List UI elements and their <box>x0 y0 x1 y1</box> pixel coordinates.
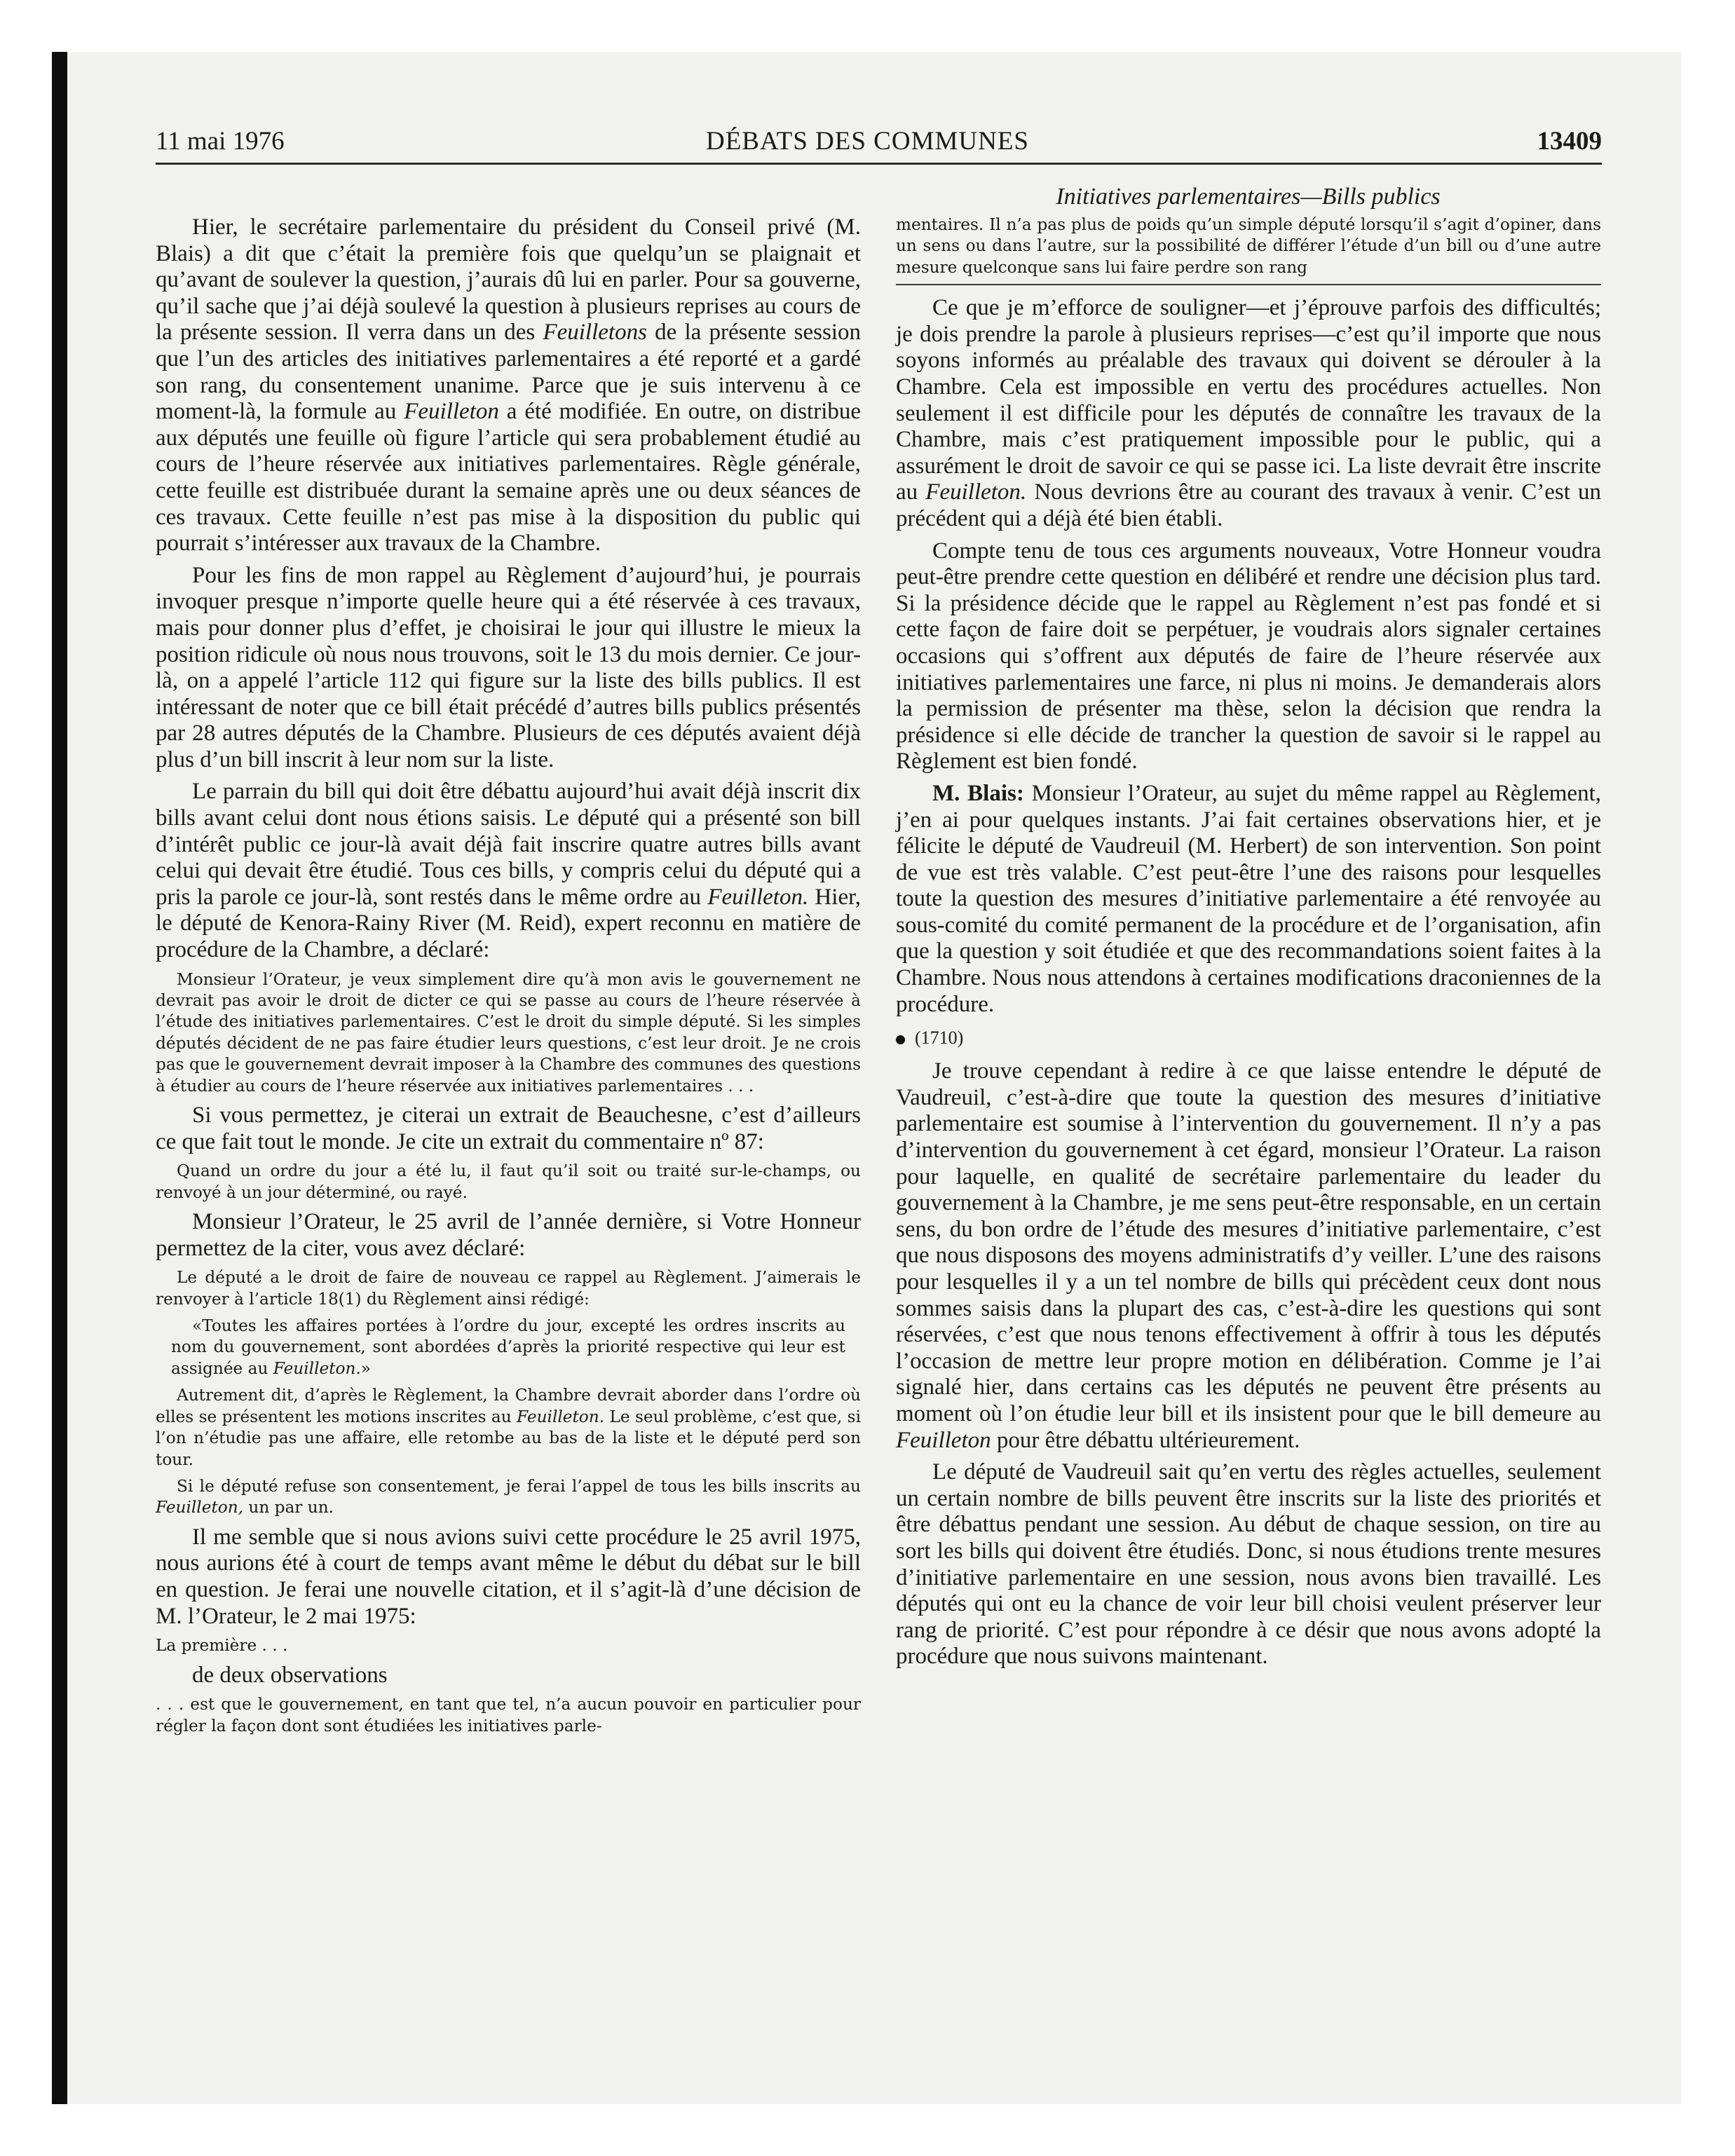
quotation: Le député a le droit de faire de nouveau ce rappel au Règlement. J’aimerais le renvoyer à l’article 18(1) du Règlement ainsi rédigé: <box>156 1268 861 1309</box>
header-title: DÉBATS DES COMMUNES <box>705 127 1029 156</box>
paragraph: Hier, le secrétaire parlementaire du président du Conseil privé (M. Blais) a dit que c’était la première fois que quelqu’un se plaignait et qu’avant de soulever la question, j’aurais dû lui en parler. Pour sa gouverne, qu’il sache que j’ai déjà soulevé la question à plusieurs reprises au cours de la présente session. Il verra dans un des Feuilletons de la présente session que l’un des articles des initiatives parlementaires a été reporté et a gardé son rang, du consentement unanime. Parce que je suis intervenu à ce moment-là, la formule au Feuilleton a été modifiée. En outre, on distribue aux députés une feuille où figure l’article qui sera probablement étudié au cours de l’heure réservée aux initiatives parlementaires. Règle générale, cette feuille est distribuée durant la semaine après une ou deux séances de ces travaux. Cette feuille n’est pas mise à la disposition du public qui pourrait s’intéresser aux travaux de la Chambre. <box>156 214 862 557</box>
paragraph: M. Blais: Monsieur l’Orateur, au sujet du même rappel au Règlement, j’en ai pour quelques instants. J’ai fait certaines observations hier, et je félicite le député de Vaudreuil (M. Herbert) de son intervention. Son point de vue est très valable. C’est peut-être l’une des raisons pour lesquelles toute la question des mesures d’initiative parlementaire a été renvoyée au sous-comité du comité permanent de la procédure et de l’organisation, afin que la question y soit étudiée et que des recommandations soient faites à la Chambre. Nous nous attendons à certaines modifications draconiennes de la procédure. <box>896 780 1601 1017</box>
quotation: Si le député refuse son consentement, je ferai l’appel de tous les bills inscrits au Feuilleton, un par un. <box>156 1476 861 1517</box>
paragraph: Monsieur l’Orateur, le 25 avril de l’année dernière, si Votre Honneur permettez de la citer, vous avez déclaré: <box>156 1209 861 1261</box>
left-column <box>156 214 861 1742</box>
speaker-name: M. Blais: <box>932 780 1024 806</box>
paragraph: Le parrain du bill qui doit être débattu aujourd’hui avait déjà inscrit dix bills avant celui dont nous étions saisis. Le député qui a présenté son bill d’intérêt public ce jour-là avait déjà fait inscrire quatre autres bills avant celui qui devait être étudié. Tous ces bills, y compris celui du député qui a pris la parole ce jour-là, sont restés dans le même ordre au Feuilleton. Hier, le député de Kenora-Rainy River (M. Reid), expert reconnu en matière de procédure de la Chambre, a déclaré: <box>156 779 862 963</box>
page-number: 13409 <box>1537 127 1602 156</box>
quotation: La première . . . <box>156 1636 288 1656</box>
paragraph: Il me semble que si nous avions suivi cette procédure le 25 avril 1975, nous aurions été à court de temps avant même le début du débat sur le bill en question. Je ferai une nouvelle citation, et il s’agit-là d’une décision de M. l’Orateur, le 2 mai 1975: <box>156 1524 861 1629</box>
header-rule <box>156 163 1602 165</box>
quotation: Quand un ordre du jour a été lu, il faut qu’il soit ou traité sur-le-champs, ou renvoyé à un jour déterminé, ou rayé. <box>156 1161 861 1202</box>
quotation: . . . est que le gouvernement, en tant que tel, n’a aucun pouvoir en particulier pour régler la façon dont sont étudiées les initiatives parle- <box>156 1695 861 1735</box>
paragraph: Je trouve cependant à redire à ce que laisse entendre le député de Vaudreuil, c’est-à-dire que toute la question des mesures d’initiative parlementaire est soumise à l’intervention du gouvernement. Il n’y a pas d’intervention du gouvernement à cet égard, monsieur l’Orateur. La raison pour laquelle, en qualité de secrétaire parlementaire du leader du gouvernement à la Chambre, je me sens peut-être responsable, en un certain sens, du bon ordre de l’étude des mesures d’initiative parlementaire, c’est que nous disposons des moyens administratifs d’y veiller. L’une des raisons pour lesquelles il y a un tel nombre de bills qui précèdent ceux dont nous sommes saisis dans la plupart des cas, c’est-à-dire les questions qui sont réservées, c’est que nous tenons effectivement à offrir à tous les députés l’occasion de mettre leur propre motion en délibération. Comme je l’ai signalé hier, dans certains cas les députés ne peuvent être présents au moment où l’on étudie leur bill et ils insistent pour que le bill demeure au Feuilleton pour être débattu ultérieurement. <box>896 1058 1601 1453</box>
paragraph: Ce que je m’efforce de souligner—et j’éprouve parfois des difficultés; je dois prendre la parole à plusieurs reprises—c’est qu’il importe que nous soyons informés au préalable des travaux qui doivent se dérouler à la Chambre. Cela est impossible en vertu des procédures actuelles. Non seulement il est difficile pour les députés de connaître les travaux de la Chambre, mais c’est pratiquement impossible pour le public, qui a assurément le droit de savoir ce qui se passe ici. La liste devrait être inscrite au Feuilleton. Nous devrions être au courant des travaux à venir. C’est un précédent qui a déjà été bien établi. <box>896 295 1602 531</box>
paragraph: Le député de Vaudreuil sait qu’en vertu des règles actuelles, seulement un certain nombre de bills peuvent être inscrits sur la liste des priorités et être débattus pendant une session. Au début de chaque session, on tire au sort les bills qui doivent être étudiés. Donc, si nous étudions trente mesures d’initiative parlementaire en une session, nous avons bien travaillé. Les députés qui ont eu la chance de voir leur bill choisi veulent préserver leur rang de priorité. C’est pour répondre à ce désir que nous avons adopté la procédure que nous suivons maintenant. <box>896 1459 1601 1670</box>
paragraph: Compte tenu de tous ces arguments nouveaux, Votre Honneur voudra peut-être prendre cette question en délibéré et rendre une décision plus tard. Si la présidence décide que le rappel au Règlement n’est pas fondé et si cette façon de faire doit se perpétuer, je voudrais alors signaler certaines occasions qui s’offrent aux députés de faire de l’heure réservée aux initiatives parlementaires une farce, ni plus ni moins. Je demanderais alors la permission de présenter ma thèse, selon la décision que rendra la présidence si elle décide de trancher la question de savoir si le rappel au Règlement est bien fondé. <box>896 538 1601 775</box>
paragraph: Si vous permettez, je citerai un extrait de Beauchesne, c’est d’ailleurs ce que fait tout le monde. Je cite un extrait du commentaire nº 87: <box>156 1103 861 1154</box>
paragraph: de deux observations <box>192 1662 388 1688</box>
quotation: Autrement dit, d’après le Règlement, la Chambre devrait aborder dans l’ordre où elles se présentent les motions inscrites au Feuilleton. Le seul problème, c’est que, si l’on n’étudie pas une affaire, elle retombe au bas de la liste et le député perd son tour. <box>156 1386 861 1469</box>
quotation-nested: «Toutes les affaires portées à l’ordre du jour, excepté les ordres inscrits au nom du gouvernement, sont abordées d’après la priorité respective qui leur est assignée au Feuilleton.» <box>171 1316 845 1378</box>
section-rule <box>896 284 1601 285</box>
running-head: Initiatives parlementaires—Bills publics <box>1056 184 1441 210</box>
binding-edge <box>52 52 67 2104</box>
paragraph: Pour les fins de mon rappel au Règlement d’aujourd’hui, je pourrais invoquer presque n’importe quelle heure qui a été réservée à ces travaux, mais pour donner plus d’effet, je choisirai le jour qui illustre le mieux la position ridicule où nous nous trouvons, soit le 13 du mois dernier. Ce jour-là, on a appelé l’article 112 qui figure sur la liste des bills publics. Il est intéressant de noter que ce bill était précédé d’autres bills publics présentés par 28 autres députés de la Chambre. Plusieurs de ces députés avaient déjà plus d’un bill inscrit à leur nom sur la liste. <box>156 562 861 772</box>
bullet-icon <box>896 1035 905 1044</box>
quotation: Monsieur l’Orateur, je veux simplement dire qu’à mon avis le gouvernement ne devrait pas avoir le droit de dicter ce qui se passe au cours de l’heure réservée à l’étude des initiatives parlementaires. C’est le droit du simple député. Si les simples députés décident de ne pas faire étudier leurs questions, c’est leur droit. Je ne crois pas que le gouvernement devrait imposer à la Chambre des communes des questions à étudier au cours de l’heure réservée aux initiatives parlementaires . . . <box>156 969 861 1096</box>
header-date: 11 mai 1976 <box>156 127 285 156</box>
right-column <box>896 214 1601 1676</box>
quotation: mentaires. Il n’a pas plus de poids qu’un simple député lorsqu’il s’agit d’opiner, dans un sens ou dans l’autre, sur la possibilité de différer l’étude d’un bill ou d’une autre mesure quelconque sans lui faire perdre son rang <box>896 215 1601 277</box>
time-marker: (1710) <box>896 1028 1601 1049</box>
